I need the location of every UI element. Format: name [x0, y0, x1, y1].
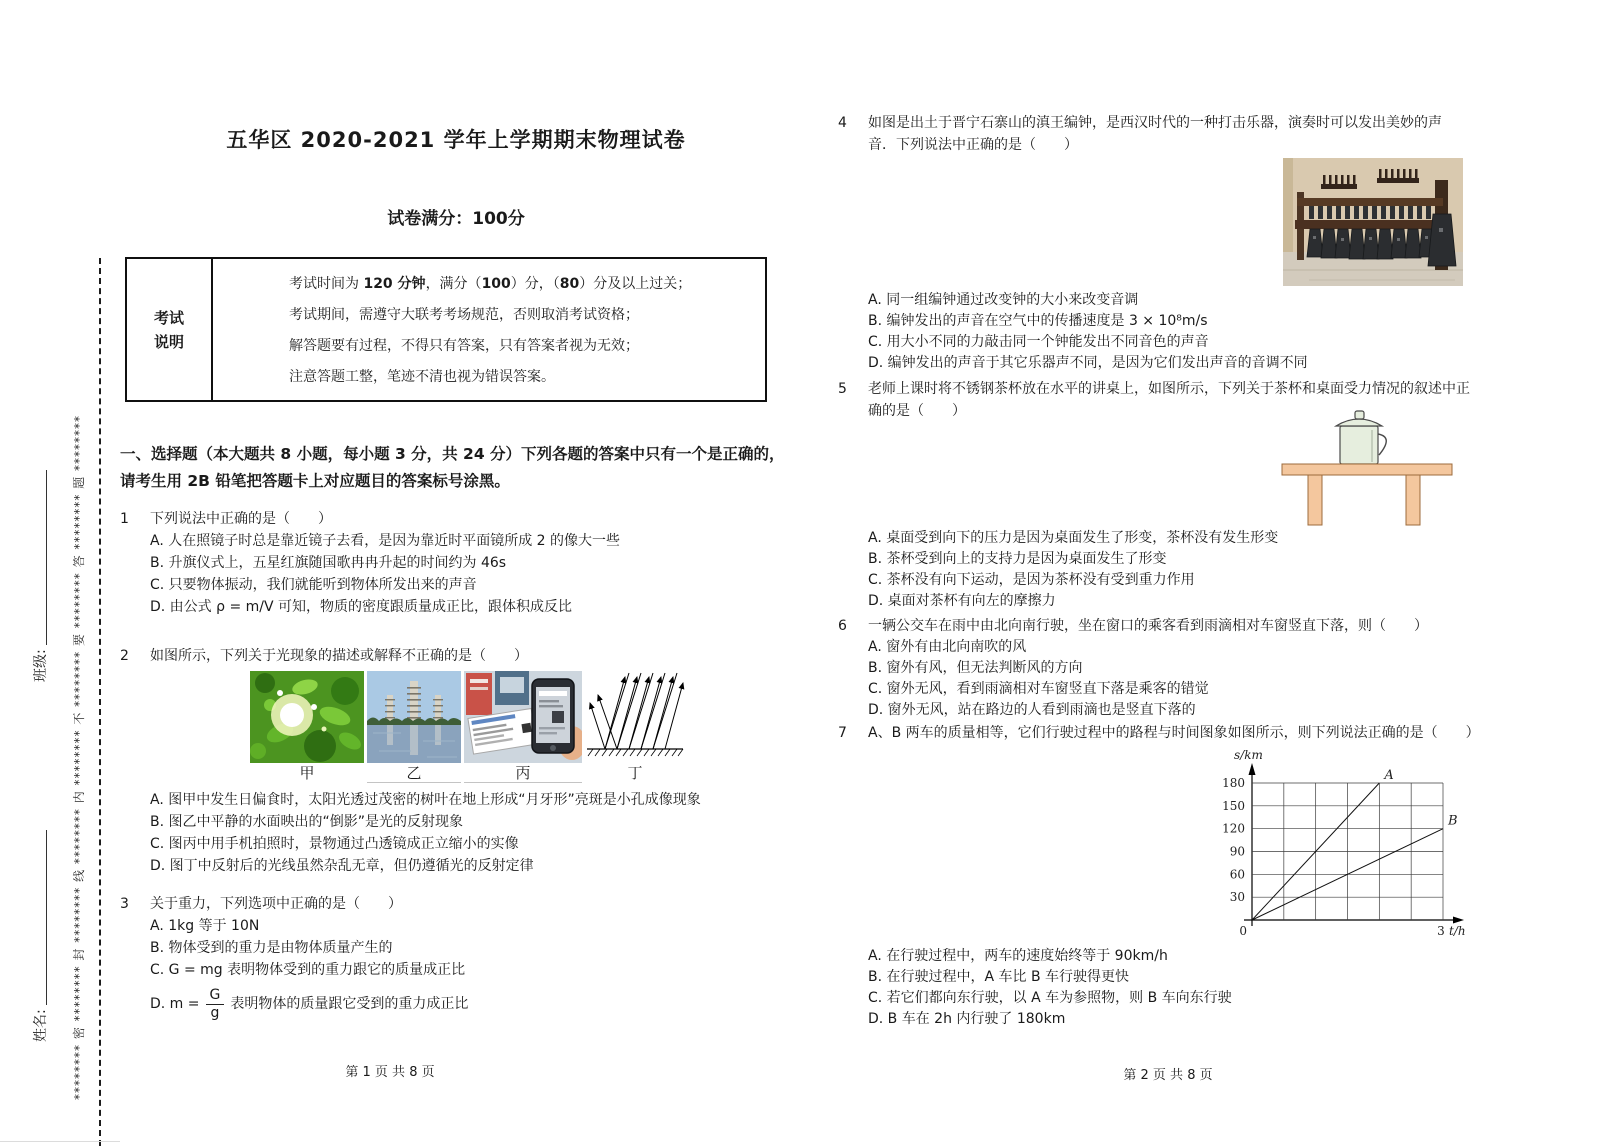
question-text: 老师上课时将不锈钢茶杯放在水平的讲桌上，如图所示，下列关于茶杯和桌面受力情况的叙述中正确的是（ ） [868, 381, 1470, 419]
option-b: B. 茶杯受到向上的支持力是因为桌面发生了形变 [868, 551, 1167, 567]
phone-scanning-ticket-photo [464, 671, 582, 763]
exam-notes-table [125, 257, 767, 402]
y-axis-label: s/km [1234, 748, 1263, 762]
option-c: C. 只要物体振动，我们就能听到物体所发出来的声音 [150, 577, 477, 593]
fraction-g-over-g: $\frac{G}{g}$ [206, 987, 225, 1022]
bianzhong-bells-photo [1283, 158, 1463, 286]
note-line: 考试期间，需遵守大联考考场规范，否则取消考试资格； [289, 307, 639, 323]
figure-ding [585, 671, 685, 783]
name-blank-line[interactable] [45, 830, 47, 1005]
y-tick-label: 120 [1222, 821, 1245, 836]
option-d: D. B 车在 2h 内行驶了 180km [868, 1011, 1066, 1027]
name-label: 姓名: [33, 1009, 49, 1042]
question-text: 下列说法中正确的是（ ） [150, 511, 332, 527]
page-edge-line [0, 1141, 120, 1142]
figure-bing [464, 671, 582, 783]
pagoda-reflection-photo [367, 671, 461, 763]
exam-notes-label-line: 考试 [153, 308, 184, 327]
question-text: 一辆公交车在雨中由北向南行驶，坐在窗口的乘客看到雨滴相对车窗竖直下落，则（ ） [868, 618, 1428, 634]
distance-time-graph [1190, 733, 1480, 948]
question-text: 如图是出土于晋宁石寨山的滇王编钟，是西汉时代的一种打击乐器，演奏时可以发出美妙的声音．下列说法中正确的是（ ） [868, 115, 1442, 153]
question-text: 如图所示，下列关于光现象的描述或解释不正确的是（ ） [150, 648, 528, 664]
origin-label: 0 [1239, 924, 1247, 938]
diffuse-reflection-diagram [585, 671, 685, 763]
option-c: C. 若它们都向东行驶，以 A 车为参照物，则 B 车向东行驶 [868, 990, 1232, 1006]
option-b: B. 编钟发出的声音在空气中的传播速度是 3 × 10⁸m/s [868, 313, 1208, 329]
figure-caption: 乙 [367, 765, 461, 783]
full-marks-line: 试卷满分：100分 [387, 209, 525, 229]
option-a: A. 人在照镜子时总是靠近镜子去看，是因为靠近时平面镜所成 2 的像大一些 [150, 533, 621, 549]
note-line: 注意答题工整，笔迹不清也视为错误答案。 [289, 369, 555, 385]
question-number: 4 [838, 115, 847, 131]
option-d: D. 图丁中反射后的光线虽然杂乱无章，但仍遵循光的反射定律 [150, 858, 534, 874]
question-4 [838, 112, 1462, 156]
option-d: D. 由公式 ρ = m/V 可知，物质的密度跟质量成正比，跟体积成反比 [150, 599, 573, 615]
option-c: C. 茶杯没有向下运动，是因为茶杯没有受到重力作用 [868, 572, 1195, 588]
option-b: B. 物体受到的重力是由物体质量产生的 [150, 940, 393, 956]
question-4-options-block [838, 290, 1500, 374]
question-text: A、B 两车的质量相等，它们行驶过程中的路程与时间图象如图所示，则下列说法正确的是（ ） [868, 725, 1480, 741]
option-c: C. G = mg 表明物体受到的重力跟它的质量成正比 [150, 962, 466, 978]
figure-caption: 丁 [627, 764, 643, 782]
option-a: A. 同一组编钟通过改变钟的大小来改变音调 [868, 292, 1139, 308]
y-tick-label: 30 [1229, 890, 1245, 905]
option-d: D. 窗外无风，站在路边的人看到雨滴也是竖直下落的 [868, 702, 1196, 718]
option-c: C. 窗外无风，看到雨滴相对车窗竖直下落是乘客的错觉 [868, 681, 1209, 697]
name-field [30, 830, 50, 1042]
seal-dashed-line [99, 258, 101, 1146]
question-5-options-block [838, 528, 1500, 612]
option-d: D. 编钟发出的声音于其它乐器声不同，是因为它们发出声音的音调不同 [868, 355, 1308, 371]
option-c: C. 图丙中用手机拍照时，景物通过凸透镜成正立缩小的实像 [150, 836, 519, 852]
seal-margin-text: ******** 密 ******** 封 ******** 线 ******** 内 ******** 不 ******** 要 ******** 答 ******** 题 ******** [72, 414, 86, 1100]
note-line: 解答题要有过程，不得只有答案，只有答案者视为无效； [289, 338, 639, 354]
y-tick-label: 150 [1222, 798, 1245, 813]
option-d: D. 桌面对茶杯有向左的摩擦力 [868, 593, 1056, 609]
question-number: 2 [120, 648, 129, 664]
figure-yi [367, 671, 461, 783]
option-c: C. 用大小不同的力敲击同一个钟能发出不同音色的声音 [868, 334, 1209, 350]
option-a: A. 图甲中发生日偏食时，太阳光透过茂密的树叶在地上形成“月牙形”亮斑是小孔成像现象 [150, 792, 701, 808]
question-2-options [150, 789, 796, 877]
question-7-options-block [838, 946, 1500, 1030]
option-b: B. 图乙中平静的水面映出的“倒影”是光的反射现象 [150, 814, 464, 830]
class-blank-line[interactable] [45, 470, 47, 645]
option-d-prefix: D. m = [150, 996, 200, 1012]
question-6 [838, 616, 1500, 721]
question-4-options [868, 290, 1500, 374]
question-text: 关于重力，下列选项中正确的是（ ） [150, 896, 402, 912]
class-field [30, 470, 50, 682]
question-1-options [150, 530, 796, 618]
exam-notes-body [213, 259, 765, 400]
y-tick-label: 180 [1222, 776, 1245, 790]
series-label-B: B [1448, 813, 1458, 829]
exam-notes-label-line: 说明 [153, 332, 184, 351]
figure-caption: 甲 [299, 764, 315, 782]
option-a: A. 桌面受到向下的压力是因为桌面发生了形变，茶杯没有发生形变 [868, 530, 1279, 546]
option-a: A. 在行驶过程中，两车的速度始终等于 90km/h [868, 948, 1168, 964]
question-3 [120, 893, 796, 1027]
option-d [150, 981, 796, 1027]
class-label: 班级: [33, 649, 49, 682]
note-line: 考试时间为 120 分钟，满分（100）分，（80）分及以上过关； [289, 276, 692, 292]
question-2 [120, 645, 796, 877]
question-number: 5 [838, 381, 847, 397]
option-a: A. 1kg 等于 10N [150, 918, 260, 934]
y-tick-label: 90 [1229, 844, 1245, 859]
question-number: 7 [838, 725, 847, 741]
page-2-footer: 第 2 页 共 8 页 [1123, 1068, 1213, 1083]
option-a: A. 窗外有由北向南吹的风 [868, 639, 1027, 655]
light-phenomena-figures [250, 671, 796, 783]
exam-notes-label [127, 259, 213, 400]
y-tick-label: 60 [1229, 867, 1245, 882]
option-b: B. 在行驶过程中，A 车比 B 车行驶得更快 [868, 969, 1130, 985]
page-1-footer: 第 1 页 共 8 页 [345, 1065, 435, 1080]
question-6-options [868, 637, 1500, 721]
section-heading: 一、选择题（本大题共 8 小题，每小题 3 分，共 24 分）下列各题的答案中只有一个是正确的，请考生用 2B 铅笔把答题卡上对应题目的答案标号涂黑。 [120, 445, 785, 490]
x-tick-label: 3 [1437, 924, 1445, 938]
x-axis-label: t/h [1449, 924, 1466, 938]
question-7-options [868, 946, 1500, 1030]
question-1 [120, 508, 796, 618]
question-3-options [150, 915, 796, 1027]
option-b: B. 升旗仪式上，五星红旗随国歌冉冉升起的时间约为 46s [150, 555, 507, 571]
teacup-on-table-figure [1280, 404, 1455, 526]
question-number: 3 [120, 896, 129, 912]
series-label-A: A [1384, 768, 1394, 783]
figure-jia [250, 671, 364, 783]
sun-through-leaves-photo [250, 671, 364, 763]
question-number: 1 [120, 511, 129, 527]
option-d-suffix: 表明物体的质量跟它受到的重力成正比 [230, 996, 469, 1012]
question-number: 6 [838, 618, 847, 634]
option-b: B. 窗外有风，但无法判断风的方向 [868, 660, 1083, 676]
figure-caption: 丙 [464, 765, 582, 783]
page-title: 五华区 2020-2021 学年上学期期末物理试卷 [226, 128, 686, 152]
question-5-options [868, 528, 1500, 612]
